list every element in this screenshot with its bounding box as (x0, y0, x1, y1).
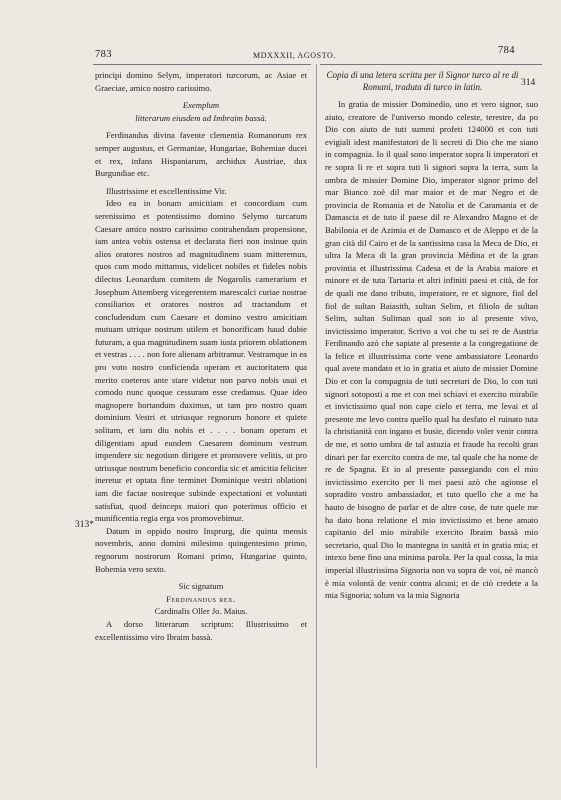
signature-label: Sic signatum (178, 581, 224, 592)
continuation-text: principi domino Selym, imperatori turcorum, ac Asiae et Graeciae, amico nostro carissimo. (95, 70, 307, 93)
letter-body: Ideo ea in bonam amicitiam et concordiam cum serenissimo et potentissimo domino Selymo turcarum Caesare amico nostro carissimo contrahendam propensione, iam antea vobis ostensa et declarata fieri non insinue quin alios oratores nostros ad magnitudinem suam mitteremus, quos cum modo mittamus, videlicet nobiles et fideles nobis dilectos Leonardum comitem de Nogarolis camerarium et Josephum Attemberg vicegerentem marescalci curiae nostrae consiliarios et oratores nostros ad tractandum et concludendum cum Caesare et domino vestro amicitiam mutuam utrique nostrum utilem et honorificam haud dubie futuram, a qua magnitudinem suam iusta priorem oblationem et vestras . . . . non fore alienam arbitramur. Vestramque in ea pro voto nostro conficienda operam et auctoritatem qua merito coeteros ante stare videtur non parvo nobis usui et comodo nunc quoque cessuram esse credamus. Quae ideo magnopere hortandum duximus, ut tam pro nostro quam dominium Vestri et utriusque regnorum honore et quiete solitam, et iam diu nobis et . . . . bonam operam et diligentiam apud eundem Caesarem dominum vestrum impendere sic negotium dirigere et promovere velitis, ut pro utriusque nostrum beneficio concordia sic et amicitia feliciter ineretur et optata fine terminet Dominique vestri oblationi iam die factae nostreque subinde expectationi et voluntati satisfiat, quod deinceps maiori quo poterimus officio et munificentia regia erga vos promovebimur. (95, 198, 307, 524)
right-column (325, 69, 538, 602)
section-subheading: litterarum eiusdem ad Imbraim bassà. (135, 112, 267, 123)
header-rule-left (93, 64, 311, 65)
letter-dating: Datum in oppido nostro Insprurg, die quinta mensis novembris, anno domini milesimo quingentesimo primo, regnorum nostrorum Romani primo, Hungariae quinto, Bohemia vero sexto. (95, 525, 307, 574)
column-divider (316, 64, 317, 768)
page-number-right: 784 (498, 45, 515, 56)
letter-salutation: Illustrissime et excellentissime Vir. (106, 185, 227, 196)
dorso-note: A dorso litterarum scriptum: Illustrissimo et excellentissimo viro Ibraim bassà. (95, 618, 307, 642)
copy-body: In gratia de missier Dominedio, uno et vero signor, suo aiuto, creatore de l'universo mondo celeste, terestre, da po Dio con aiuto de tuti summi profeti 124000 et con tuti evigiali idest manifestatori de li secreti di Dio che me siano in compagnia. Io il qual sono imperator sopra li imperatori et re sopra li re et sopra tuti li signori sopra la terra, sum la umbra de missier Domine Dio, imperator signor primo del mar Bianco zoè dil mar maior et de mar Negro et de provincia de Romania et de Natolia et de Caramania et de Damascia et de tuto il paese dil re Alexandro Magno et de Babilonia et de Azimia et de Damasco et de Aleppo et de la gran cità dil Cairo et de la santissima casa la Meca de Dio, et ultra la Meca di la gran provincia Mèdina et de la gran provintia et illustrissima Cadesa et de la Arabia maiore et minore et de tuta Tartaria et altri infiniti paesi et cità, de for de quali me dano tributo, imperatore, re et signore, fiol del fiol de sultan Baiasith, sultan Selim, et filiolo de sultan Selim, sultan Suliman qual son io al presente vivo, invictissimo imperator. Scrivo a voi che tu sei re de Austria Ferdinando azò che sapiate al presente a la congregatione de la felice et illustrissima corte vene ambassiatore Leonardo qual avete mandato et io in gratia et aiuto de missier Domine Dio et con la compagnia de tuti secretari de Dio, lo con tuti signori sotoposti a me et con mei schiavi et exercito mirabile et invictissimo qual non cape cielo et terra, me levai et al presente me levo contra quello qual ha desfato el ruinato tuta la christianità con ingano et busie, dicendo voler venir contra de me, et sotto umbra de tal astuzia et fraude ha recolti gran dinari per far exercito contra de me, tal quale che ha nome de re de Spagna. Et io al presente passegiando con el mio invictissimo exercito per li mei paesi azò che agionse el sopradito vostro ambassiador, et tuto quello che a me ha hauto de bisogno de parlar et de altre cose, de tute quele me ha dato bona relatione el mio invictissimo et bene amato capitanio del mio mirabile exercito Ibraim bassà mio secretario, qual Dio lo mantegna in sanità et in gratia mia; et intexo bene fino una minima parola. Per la qual cossa, la mia imperial illustrissima Signoria non va sopra de voi, nè mancò è mia volontà de venir contra alcuni; et de ciò credete a la mia Signoria; solum va la mia Signoria (325, 99, 538, 601)
margin-number-left: 313* (75, 520, 94, 530)
signature-name: Ferdinandus rex. (166, 593, 236, 604)
left-column (95, 69, 307, 643)
header-rule-right (320, 64, 542, 65)
page-number-left: 783 (95, 49, 112, 60)
running-title: MDXXXII, AGOSTO. (253, 51, 337, 60)
countersignature: Cardinalis Oller Jo. Maius. (154, 606, 248, 617)
section-heading: Exemplum (182, 100, 220, 111)
letter-intro: Ferdinandus divina favente clementia Romanorum rex semper augustus, et Germaniae, Hungariae, Bohemiae ducei et rex, infans Hispaniarum, archidux Austriae, dux Burgundiae etc. (95, 130, 307, 179)
margin-number-right: 314 (521, 78, 536, 88)
copy-title: Copia di una letera scritta per il Signor turco al re di Romani, traduta di turco in latin. (326, 70, 519, 92)
